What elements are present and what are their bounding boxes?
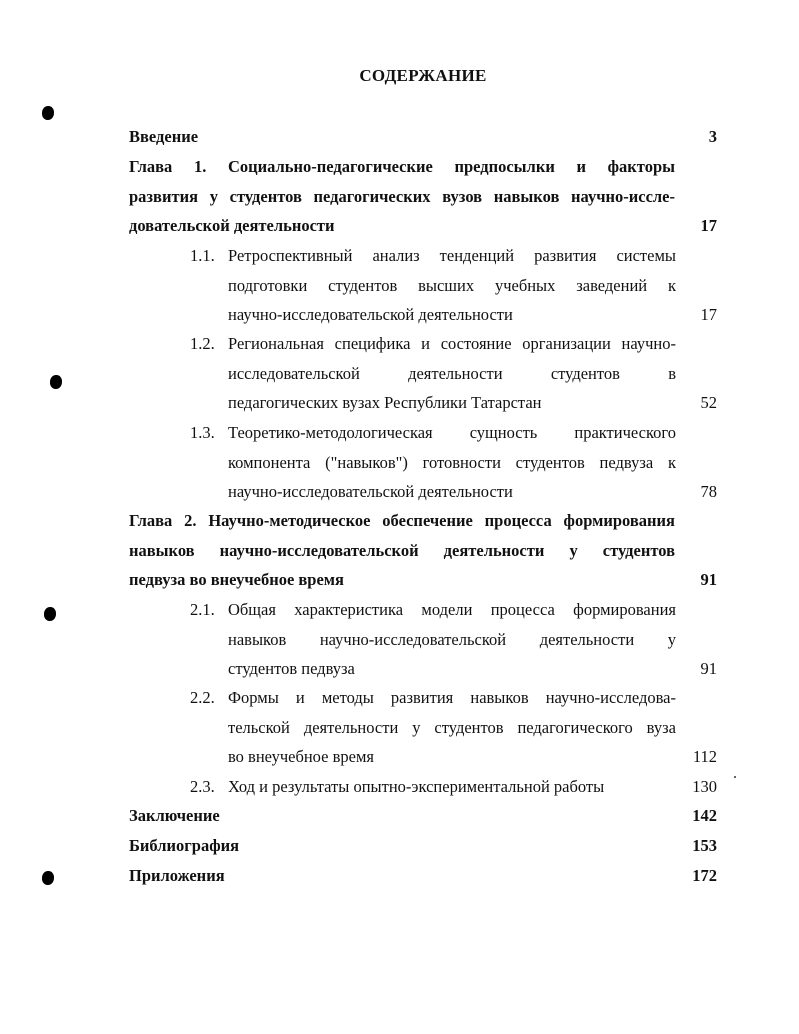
toc-entry-number: 1.2.: [190, 334, 215, 353]
binder-hole-mark: [42, 106, 54, 120]
toc-entry-line: развития у студентов педагогических вузов навыков научно-иссле-: [129, 186, 675, 206]
toc-page-number: 17: [700, 305, 717, 325]
toc-entry-line: Заключение: [129, 806, 220, 825]
toc-entry-line: Библиография: [129, 836, 240, 855]
toc-entry-line: Ретроспективный анализ тенденций развития системы: [228, 246, 676, 265]
toc-entry-line: педагогических вузах Республики Татарстан: [228, 393, 542, 413]
binder-hole-mark: [44, 607, 56, 621]
toc-page-number: 91: [700, 570, 717, 590]
toc-entry-line: во внеучебное время: [228, 747, 374, 767]
toc-entry-line: Введение: [129, 127, 199, 146]
toc-page-number: 91: [700, 659, 717, 679]
binder-hole-mark: [42, 871, 54, 885]
toc-entry-line: Теоретико-методологическая сущность практического: [228, 423, 676, 442]
toc-entry-line: научно-исследовательской деятельности: [228, 482, 513, 502]
toc-page-number: 3: [708, 127, 717, 146]
toc-entry-line: Ход и результаты опытно-экспериментальной работы: [228, 777, 605, 796]
toc-entry-line: научно-исследовательской деятельности: [228, 305, 513, 325]
toc-page-number: 172: [692, 866, 717, 885]
binder-hole-mark: [50, 375, 62, 389]
toc-entry-line: навыков научно-исследовательской деятельности у студентов: [129, 540, 675, 560]
toc-entry-line: Формы и методы развития навыков научно-исследова-: [228, 688, 676, 707]
toc-entry-line: педвуза во внеучебное время: [129, 570, 344, 590]
scan-speck: [734, 776, 736, 778]
toc-page-number: 130: [692, 777, 717, 796]
toc-page-number: 153: [692, 836, 717, 855]
page-title: СОДЕРЖАНИЕ: [359, 66, 487, 85]
toc-entry-line: Глава 2. Научно-методическое обеспечение процесса формирования: [129, 511, 675, 530]
toc-entry-line: подготовки студентов высших учебных заведений к: [228, 275, 676, 295]
toc-entry-number: 1.3.: [190, 423, 215, 442]
toc-entry-number: 2.3.: [190, 777, 215, 796]
toc-entry-number: 2.1.: [190, 600, 215, 619]
toc-entry-line: довательской деятельности: [129, 216, 335, 236]
toc-entry-line: тельской деятельности у студентов педагогического вуза: [228, 717, 676, 737]
toc-page-number: 78: [700, 482, 717, 502]
toc-page-number: 142: [692, 806, 717, 825]
toc-entry-line: исследовательской деятельности студентов в: [228, 363, 676, 383]
toc-page-number: 112: [692, 747, 717, 767]
toc-page-number: 52: [700, 393, 717, 413]
toc-entry-line: Глава 1. Социально-педагогические предпосылки и факторы: [129, 157, 675, 176]
toc-entry-line: студентов педвуза: [228, 659, 355, 679]
toc-page-number: 17: [700, 216, 717, 236]
toc-entry-line: навыков научно-исследовательской деятельности у: [228, 629, 676, 649]
toc-entry-number: 2.2.: [190, 688, 215, 707]
toc-entry-line: Региональная специфика и состояние организации научно-: [228, 334, 676, 353]
toc-entry-line: Приложения: [129, 866, 225, 885]
toc-entry-line: Общая характеристика модели процесса формирования: [228, 600, 676, 619]
toc-entry-number: 1.1.: [190, 246, 215, 265]
toc-entry-line: компонента ("навыков") готовности студентов педвуза к: [228, 452, 676, 472]
